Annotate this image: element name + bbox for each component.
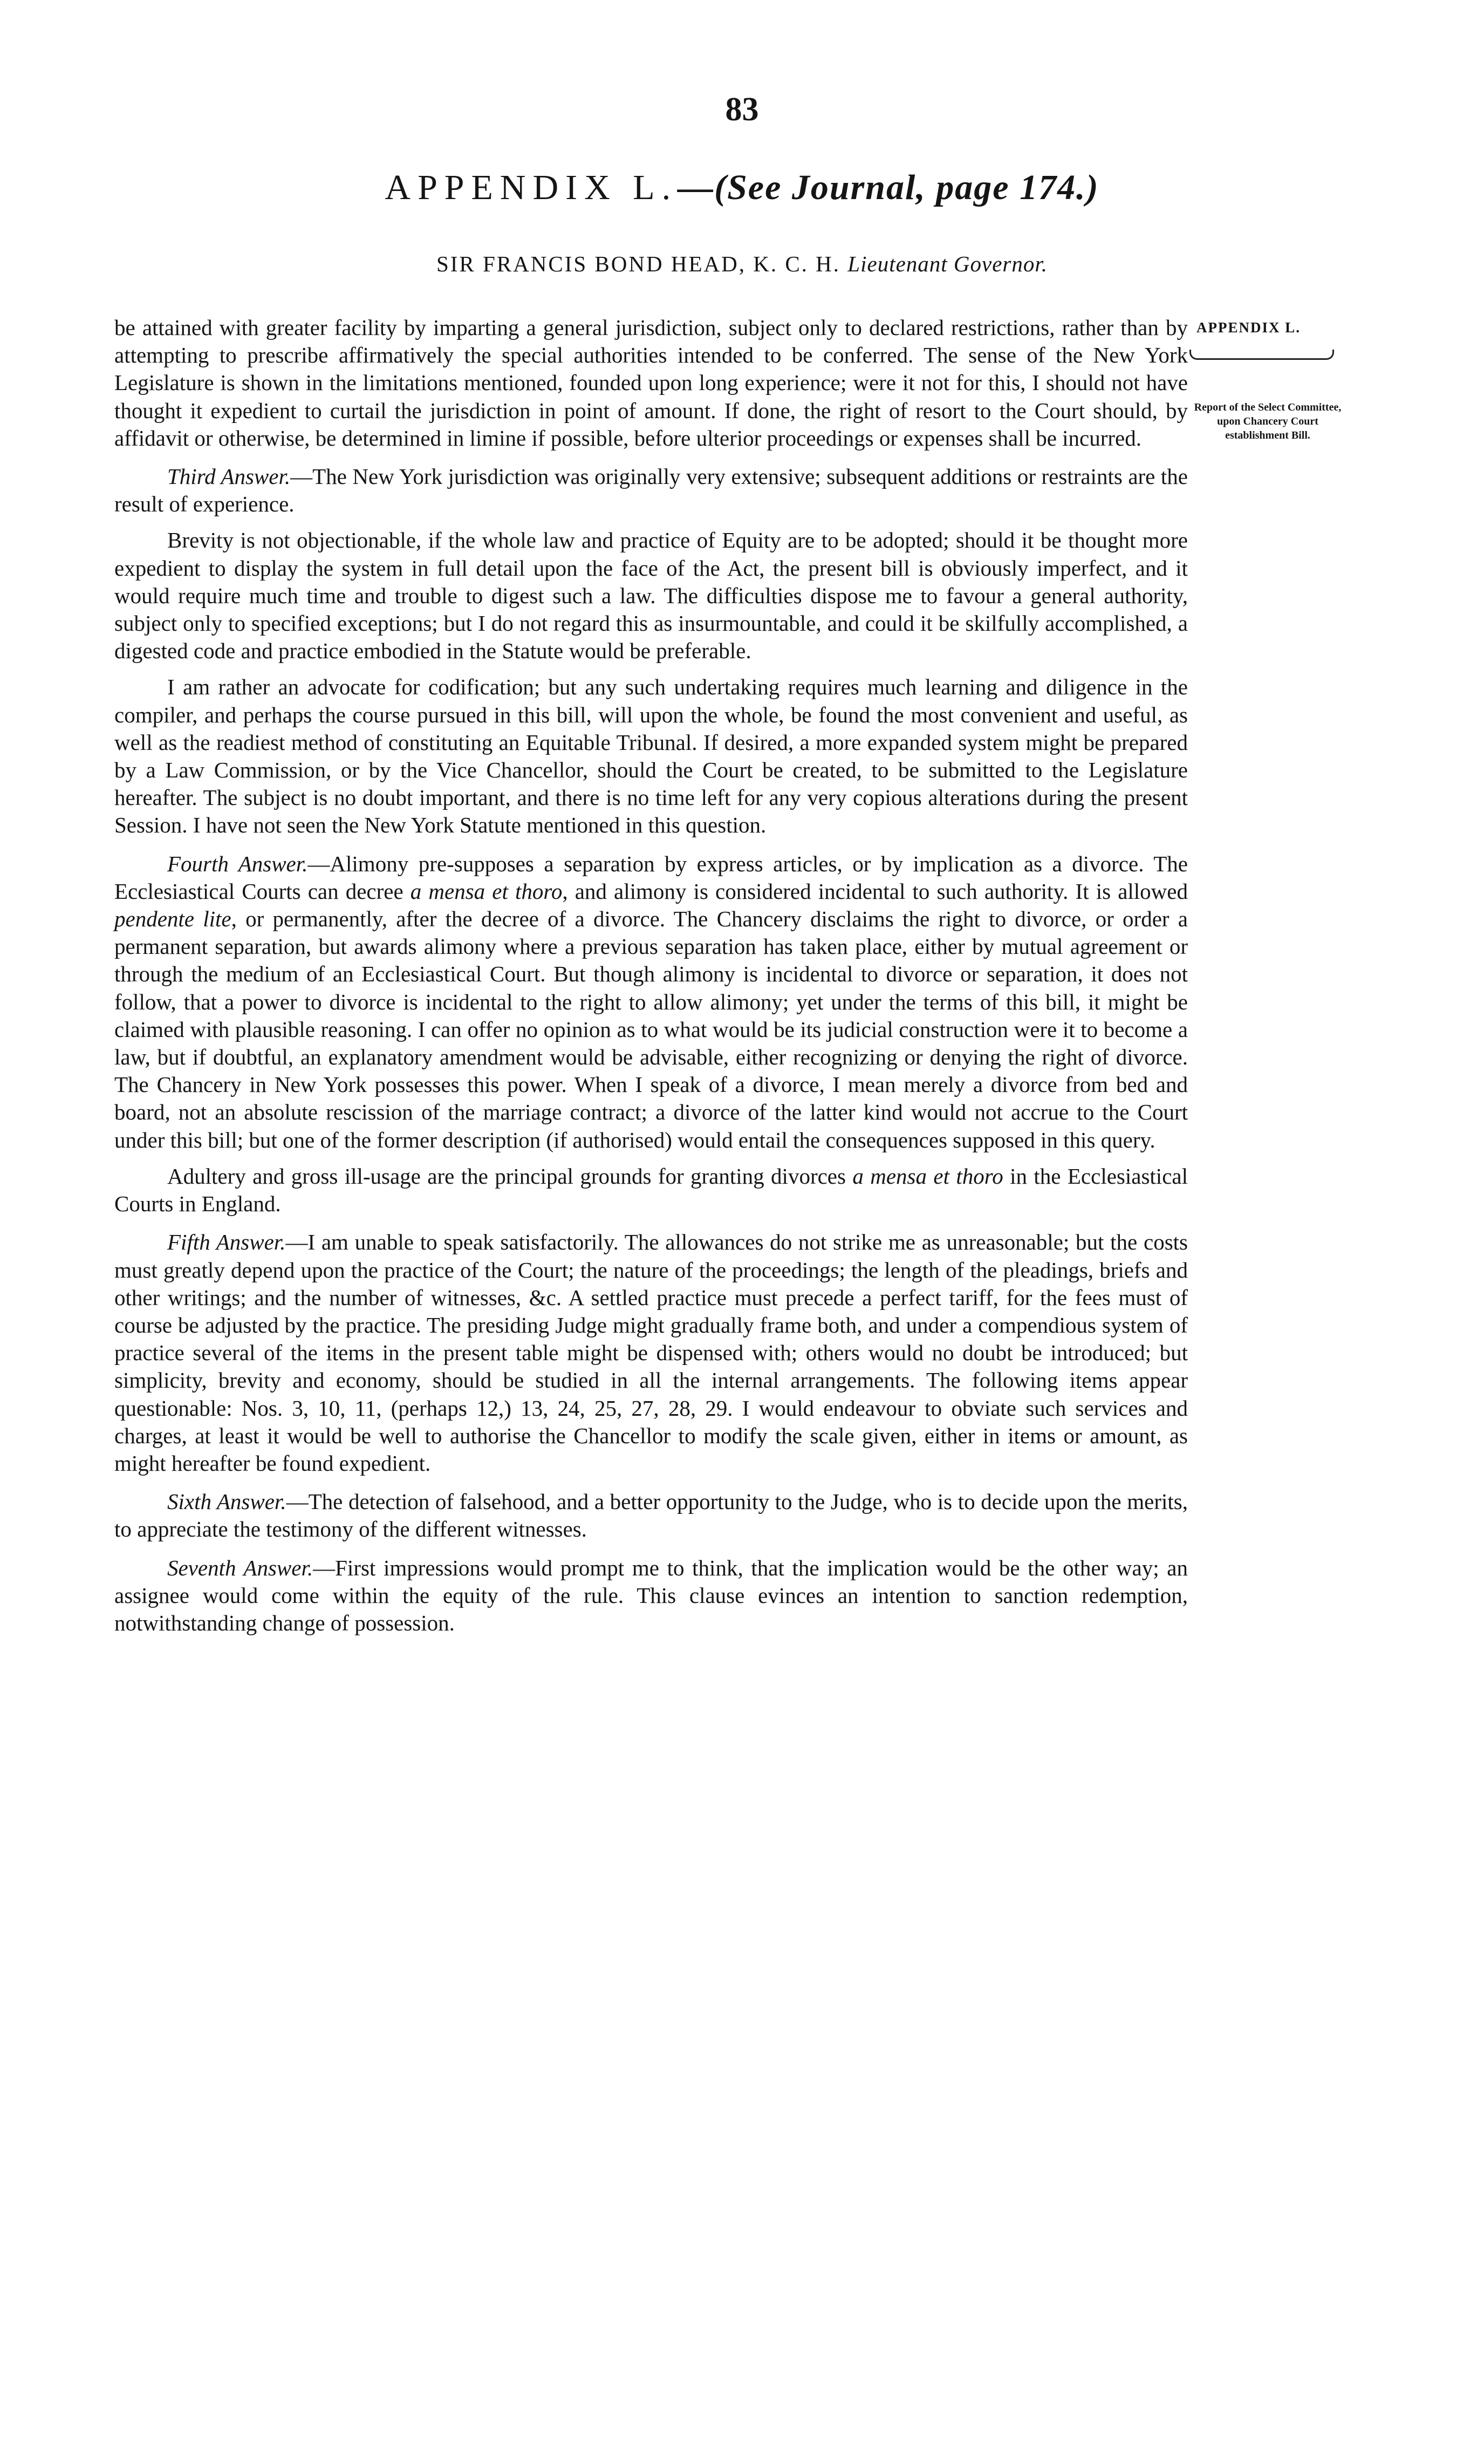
fourth-answer-text-a: —Alimony pre-supposes a separation by express articles, or by implication as a divorce. The Ecclesiastical Courts can decree [114, 851, 1188, 904]
title-main: APPENDIX L. [385, 168, 678, 207]
fourth-answer-text-b: , and alimony is considered incidental to such authority. It is allowed [562, 878, 1188, 904]
paragraph-third-answer [114, 463, 1188, 518]
adultery-text-a: Adultery and gross ill-usage are the principal grounds for granting divorces [167, 1163, 853, 1189]
margin-brace [1189, 350, 1334, 360]
answer-lead-fifth: Fifth Answer. [167, 1230, 286, 1255]
fifth-answer-text: —I am unable to speak satisfactorily. The allowances do not strike me as unreasonable; but the costs must greatly depend upon the practice of the Court; the nature of the proceedings; the length of the pleadings, briefs and other writings; and the number of witnesses, &c. A settled practice must precede a perfect tariff, for the fees must of course be adjusted by the practice. The presiding Judge might gradually frame both, and under a compendious system of practice several of the items in the present table might be dispensed with; others would no doubt be introduced; but simplicity, brevity and economy, should be studied in all the internal arrangements. The following items appear questionable: Nos. 3, 10, 11, (perhaps 12,) 13, 24, 25, 27, 28, 29. I would endeavour to obviate such services and charges, at least it would be well to authorise the Chancellor to modify the scale given, either in items or amount, as might hereafter be found expedient. [114, 1230, 1188, 1476]
subtitle-role: Lieutenant Governor. [847, 251, 1048, 276]
paragraph-fifth-answer [114, 1228, 1188, 1477]
fourth-answer-latin-1: a mensa et thoro [410, 878, 563, 904]
fourth-answer-text-c: , or permanently, after the decree of a divorce. The Chancery disclaims the right to divorce, or order a permanent separation, but awards alimony where a previous separation has taken place, either by mutual agreement or through the medium of an Ecclesiastical Court. But though alimony is incidental to divorce or separation, it does not follow, that a power to divorce is incidental to the right to allow alimony; yet under the terms of this bill, it might be claimed with plausible reasoning. I can offer no opinion as to what would be its judicial construction were it to become a law, but if doubtful, an explanatory amendment would be advisable, either recognizing or denying the right of divorce. The Chancery in New York possesses this power. When I speak of a divorce, I mean merely a divorce from bed and board, not an absolute rescission of the marriage contract; a divorce of the latter kind would not accrue to the Court under this bill; but one of the former description (if authorised) would entail the consequences supposed in this query. [114, 906, 1188, 1152]
paragraph-seventh-answer [114, 1554, 1188, 1637]
third-answer-text: —The New York jurisdiction was originally very extensive; subsequent additions or restraints are the result of experience. [114, 464, 1188, 517]
paragraph-codification: I am rather an advocate for codification; but any such undertaking requires much learning and diligence in the compiler, and perhaps the course pursued in this bill, will upon the whole, be found the most convenient and useful, as well as the readiest method of constituting an Equitable Tribunal. If desired, a more expanded system might be prepared by a Law Commission, or by the Vice Chancellor, should the Court be created, to be submitted to the Legislature hereafter. The subject is no doubt important, and there is no time left for any very copious alterations during the present Session. I have not seen the New York Statute mentioned in this question. [114, 674, 1188, 838]
page-number: 83 [725, 91, 759, 128]
body-text [114, 314, 1188, 1637]
subtitle-name: SIR FRANCIS BOND HEAD, K. C. H. [436, 251, 841, 276]
paragraph-1: be attained with greater facility by imparting a general jurisdiction, subject only to declared restrictions, rather than by attempting to prescribe affirmatively the special authorities intended to be conferred. The sense of the New York Legislature is shown in the limitations mentioned, founded upon long experience; were it not for this, I should not have thought it expedient to curtail the jurisdiction in point of amount. If done, the right of resort to the Court should, by affidavit or otherwise, be determined in limine if possible, before ulterior proceedings or expenses shall be incurred. [114, 315, 1188, 451]
margin-appendix-label: APPENDIX L. [1196, 319, 1301, 336]
paragraph-brevity: Brevity is not objectionable, if the whole law and practice of Equity are to be adopted; should it be thought more expedient to display the system in full detail upon the face of the Act, the present bill is obviously imperfect, and it would require much time and trouble to digest such a law. The difficulties dispose me to favour a general authority, subject only to specified exceptions; but I do not regard this as insurmountable, and could it be skilfully accomplished, a digested code and practice embodied in the Statute would be preferable. [114, 528, 1188, 664]
seventh-answer-text: —First impressions would prompt me to think, that the implication would be the other way; an assignee would come within the equity of the rule. This clause evinces an intention to sanction redemption, notwithstanding change of possession. [114, 1555, 1188, 1635]
paragraph-adultery [114, 1163, 1188, 1218]
margin-note: Report of the Select Committee, upon Chancery Court establishment Bill. [1194, 401, 1342, 441]
page-subtitle [0, 251, 1484, 277]
answer-lead-third: Third Answer. [167, 464, 291, 489]
answer-lead-fourth: Fourth Answer. [167, 851, 308, 876]
title-reference: —(See Journal, page 174.) [678, 168, 1099, 207]
fourth-answer-latin-2: pendente lite [114, 906, 231, 932]
page-title [0, 167, 1484, 208]
adultery-latin: a mensa et thoro [852, 1163, 1003, 1189]
answer-lead-seventh: Seventh Answer. [167, 1555, 313, 1580]
paragraph-fourth-answer [114, 850, 1188, 1154]
answer-lead-sixth: Sixth Answer. [167, 1489, 286, 1514]
adultery-text-b: in the Ecclesiastical Courts in England. [114, 1163, 1188, 1217]
paragraph-sixth-answer [114, 1488, 1188, 1543]
sixth-answer-text: —The detection of falsehood, and a better opportunity to the Judge, who is to decide upon the merits, to appreciate the testimony of the different witnesses. [114, 1489, 1188, 1542]
